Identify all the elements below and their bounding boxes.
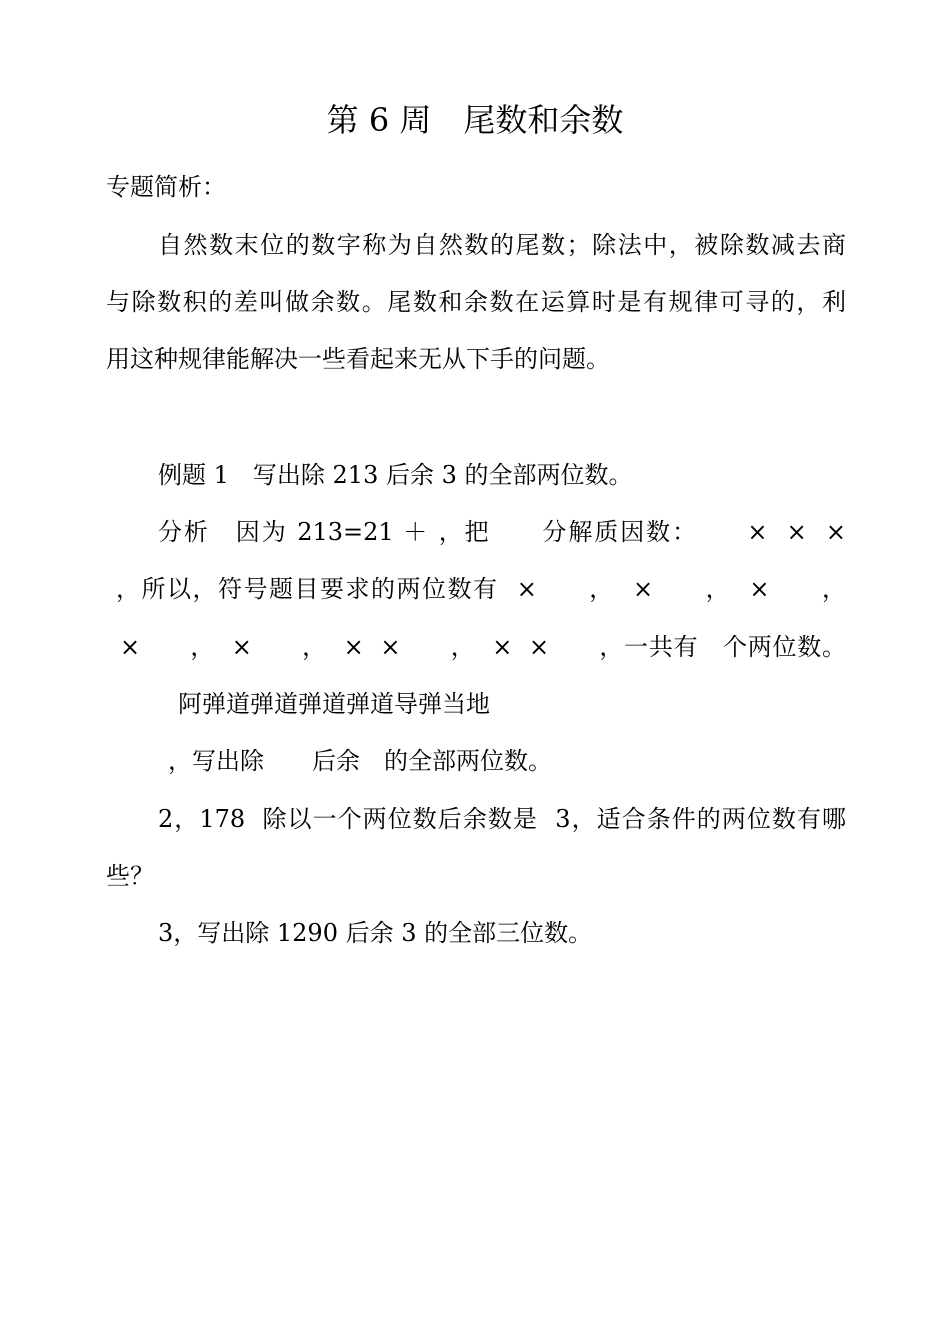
example-1-analysis-line-1: 分析 因为 213=21 ＋ ，把 分解质因数： × × ×: [158, 518, 846, 546]
intro-line-2: 与除数积的差叫做余数。尾数和余数在运算时是有规律可寻的，利: [106, 288, 846, 316]
intro-line-3: 用这种规律能解决一些看起来无从下手的问题。: [106, 345, 610, 373]
example-1-question: 例题 1 写出除 213 后余 3 的全部两位数。: [158, 461, 633, 489]
exercise-3: 3，写出除 1290 后余 3 的全部三位数。: [158, 919, 593, 947]
intro-line-1: 自然数末位的数字称为自然数的尾数；除法中，被除数减去商: [158, 231, 846, 259]
extra-line-2: ，写出除 后余 的全部两位数。: [168, 747, 552, 775]
exercise-2-line-2: 些？: [106, 862, 154, 890]
page-title: 第 6 周 尾数和余数: [326, 101, 624, 139]
example-1-analysis-line-3: × ， × ， × × ， × × ，一共有 个两位数。: [120, 633, 846, 661]
example-1-analysis-line-2: ，所以，符号题目要求的两位数有 × ， × ， × ，: [116, 575, 846, 603]
section-label: 专题简析：: [106, 173, 226, 201]
extra-line-1: 阿弹道弹道弹道弹道导弹当地: [178, 690, 490, 718]
exercise-2-line-1: 2，178 除以一个两位数后余数是 3，适合条件的两位数有哪: [158, 805, 846, 833]
